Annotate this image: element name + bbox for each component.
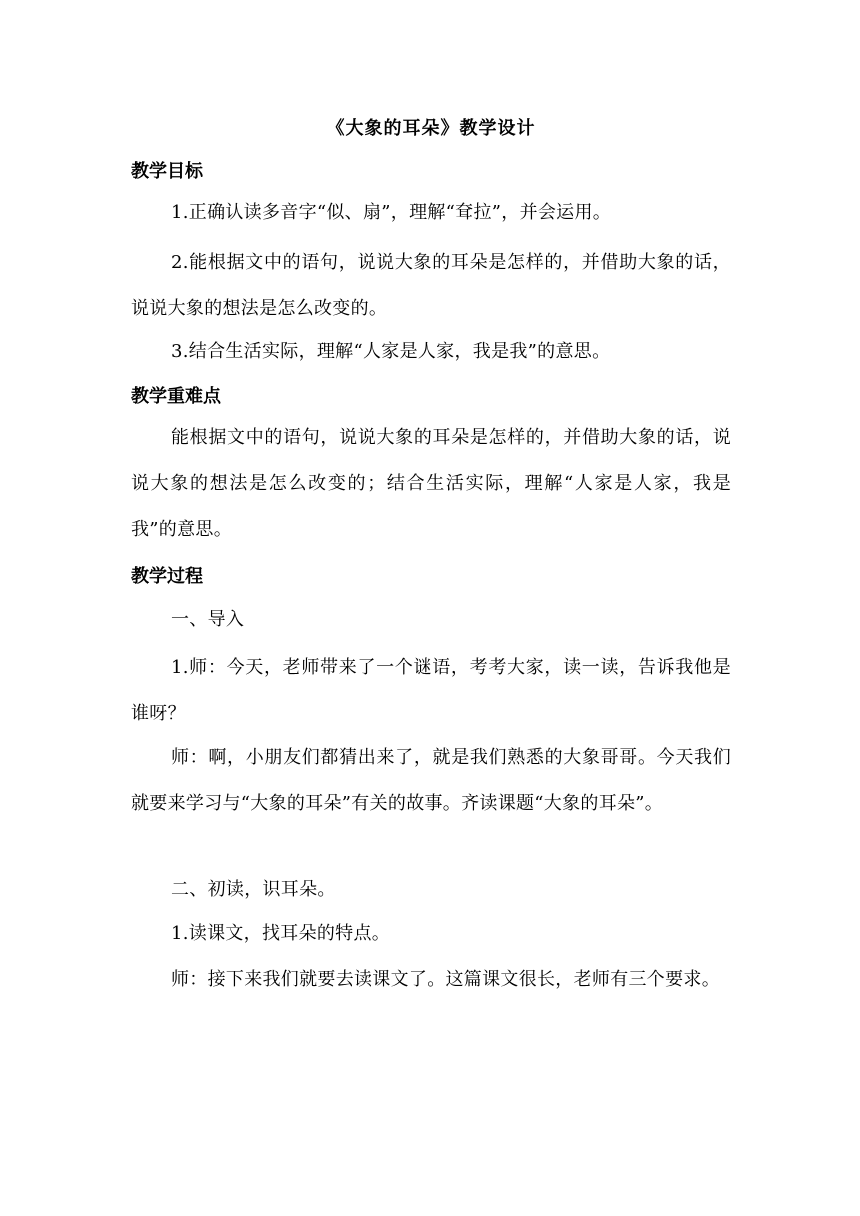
heading-process: 教学过程 [131, 566, 203, 587]
process-paragraph: 1.师：今天，老师带来了一个谜语，考考大家，读一读，告诉我他是谁呀？ [131, 657, 731, 724]
objective-item-3: 3.结合生活实际，理解“人家是人家，我是我”的意思。 [171, 341, 611, 362]
process-paragraph: 师：啊，小朋友们都猜出来了，就是我们熟悉的大象哥哥。今天我们就要来学习与“大象的耳朵”有关的故事。齐读课题“大象的耳朵”。 [131, 747, 731, 814]
process-paragraph: 二、初读，识耳朵。 [171, 879, 336, 900]
key-points-text: 能根据文中的语句，说说大象的耳朵是怎样的，并借助大象的话，说说大象的想法是怎么改变的；结合生活实际，理解“人家是人家，我是我”的意思。 [131, 427, 731, 540]
process-paragraph: 师：接下来我们就要去读课文了。这篇课文很长，老师有三个要求。 [171, 969, 720, 990]
heading-key-points: 教学重难点 [131, 386, 221, 407]
objective-item-1: 1.正确认读多音字“似、扇”，理解“耷拉”，并会运用。 [171, 202, 612, 223]
process-paragraph: 1.读课文，找耳朵的特点。 [171, 923, 391, 944]
process-paragraph: 一、导入 [171, 609, 245, 630]
document-title: 《大象的耳朵》教学设计 [326, 118, 536, 139]
heading-objectives: 教学目标 [131, 161, 203, 182]
objective-item-2: 2.能根据文中的语句，说说大象的耳朵是怎样的，并借助大象的话，说说大象的想法是怎么改变的。 [131, 252, 731, 319]
